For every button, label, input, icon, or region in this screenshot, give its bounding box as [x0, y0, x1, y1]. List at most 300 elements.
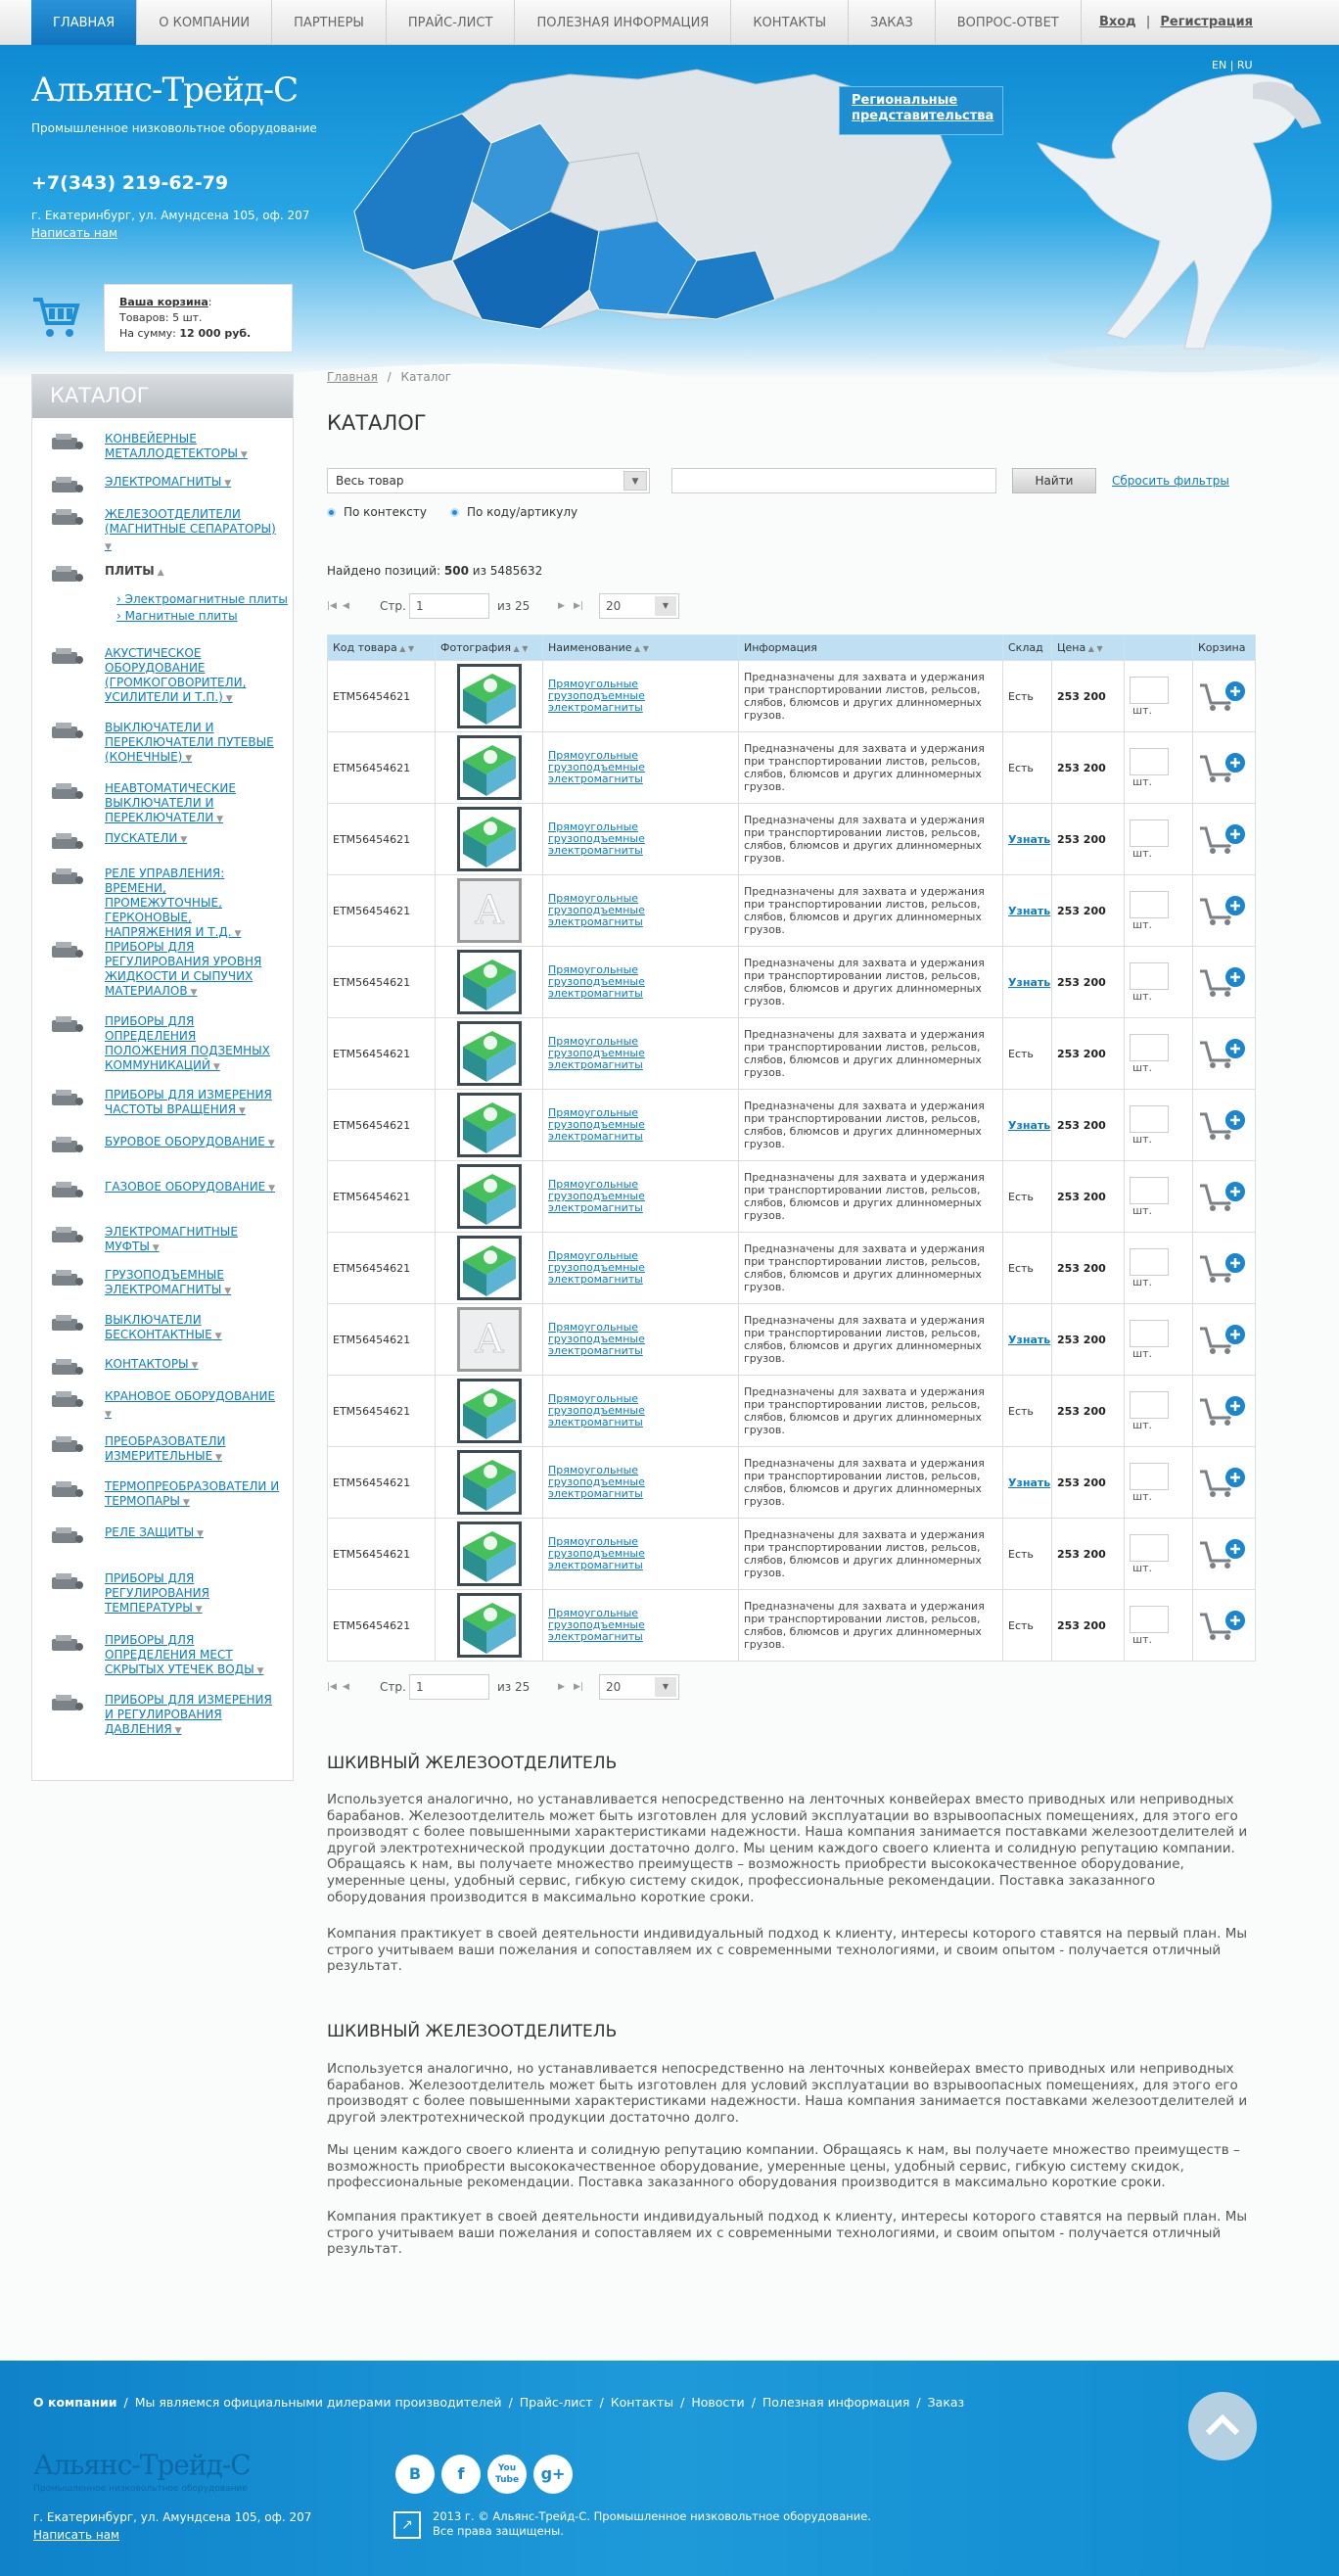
footer-logo[interactable]: Альянс-Трейд-С — [33, 2449, 251, 2481]
footer-nav-link[interactable]: Контакты — [610, 2395, 674, 2410]
first-page-icon[interactable]: |◀ — [327, 601, 337, 611]
chevron-down-icon[interactable]: ▼ — [209, 1062, 220, 1072]
subcategory-link[interactable] — [116, 592, 288, 606]
sidebar-item-text: ЭЛЕКТРОМАГНИТНЫЕ МУФТЫ — [105, 1225, 238, 1253]
cart-cell — [1193, 1090, 1256, 1161]
cart-cell — [1193, 1590, 1256, 1662]
chevron-down-icon[interactable]: ▼ — [149, 1243, 160, 1253]
per-page-select[interactable] — [599, 1674, 679, 1700]
quantity-cell — [1125, 1304, 1193, 1376]
find-button[interactable]: Найти — [1012, 468, 1096, 493]
subcategory-label: Магнитные плиты — [124, 609, 238, 623]
chevron-down-icon[interactable]: ▼ — [105, 1410, 112, 1420]
nav-item[interactable]: ГЛАВНАЯ — [31, 0, 137, 45]
unit-label: шт. — [1132, 1418, 1152, 1431]
sidebar-item-label[interactable] — [105, 781, 281, 827]
radio-code[interactable] — [450, 505, 577, 519]
footer-nav-link[interactable]: О компании — [33, 2395, 117, 2410]
column-header[interactable] — [543, 635, 739, 661]
product-name-link[interactable]: Прямоугольные грузоподъемные электромагниты — [548, 892, 645, 928]
footer-nav-link[interactable]: Заказ — [927, 2395, 965, 2410]
prev-page-icon[interactable]: ◀ — [343, 601, 349, 611]
chevron-up-icon[interactable]: ▲ — [154, 568, 164, 578]
cart-icon[interactable] — [31, 294, 80, 341]
product-photo[interactable] — [436, 1447, 543, 1519]
chevron-down-icon[interactable]: ▼ — [192, 1605, 203, 1615]
table-row — [328, 1161, 1256, 1233]
quantity-cell — [1125, 875, 1193, 947]
chevron-down-icon[interactable]: ▼ — [171, 1726, 182, 1736]
per-page-select[interactable] — [599, 593, 679, 619]
product-photo[interactable] — [436, 1376, 543, 1447]
chevron-down-icon[interactable]: ▼ — [231, 929, 242, 939]
footer-nav-link[interactable]: Мы являемся официальными дилерами производителей — [134, 2395, 502, 2410]
product-code: ETM56454621 — [328, 1447, 436, 1519]
quantity-input[interactable] — [1130, 1034, 1169, 1061]
vk-icon[interactable]: В — [395, 2455, 435, 2494]
sidebar-item-label[interactable] — [105, 1268, 281, 1299]
product-photo[interactable] — [436, 1519, 543, 1590]
site-logo[interactable]: Альянс-Трейд-С — [31, 70, 299, 110]
quantity-cell — [1125, 1233, 1193, 1304]
stock-inquire-link[interactable]: Узнать — [1008, 1333, 1051, 1346]
quantity-input[interactable] — [1130, 748, 1169, 775]
product-name-link[interactable]: Прямоугольные грузоподъемные электромагниты — [548, 1249, 645, 1286]
product-name-link[interactable]: Прямоугольные грузоподъемные электромагниты — [548, 749, 645, 785]
sidebar-item-label[interactable] — [105, 1693, 281, 1739]
chevron-down-icon[interactable]: ▼ — [221, 479, 232, 489]
cart-cell — [1193, 1018, 1256, 1090]
chevron-right-icon: › — [116, 609, 125, 623]
quantity-cell — [1125, 661, 1193, 732]
sidebar-item-label[interactable] — [105, 940, 281, 1001]
chevron-down-icon[interactable]: ▼ — [655, 1677, 676, 1697]
facebook-icon[interactable]: f — [441, 2455, 481, 2494]
chevron-down-icon[interactable]: ▼ — [187, 988, 198, 998]
product-image[interactable] — [440, 1021, 537, 1086]
cart-cell — [1193, 1519, 1256, 1590]
product-name-cell — [543, 1590, 739, 1662]
unit-label: шт. — [1132, 989, 1152, 1003]
column-header[interactable] — [436, 635, 543, 661]
sort-icon[interactable]: ▲ ▼ — [396, 644, 415, 653]
section-paragraph: Мы ценим каждого своего клиента и солидную репутацию компании. Обращаясь к нам, вы получаете множество преимуществ – возможность приобрести высококачественное оборудование, умеренные цены, удобный сервис, гибкую систему скидок, профессиональные рекомендации. Поставка заказанного оборудования производится в максимально короткие сроки. — [327, 2142, 1240, 2191]
lang-ru[interactable]: RU — [1236, 59, 1253, 71]
column-header[interactable] — [1003, 635, 1052, 661]
page-of: из 25 — [497, 1680, 531, 1694]
found-total: из 5485632 — [472, 564, 543, 578]
table-row — [328, 1090, 1256, 1161]
cart-cell — [1193, 1447, 1256, 1519]
quantity-cell — [1125, 1519, 1193, 1590]
product-image[interactable] — [440, 950, 537, 1014]
table-row — [328, 875, 1256, 947]
add-to-cart-icon[interactable] — [1198, 989, 1247, 1002]
stock-inquire-link[interactable]: Узнать — [1008, 832, 1051, 846]
cart-cell — [1193, 732, 1256, 804]
price: 253 200 — [1052, 1590, 1125, 1662]
product-info: Предназначены для захвата и удержания при транспортировании листов, рельсов, слябов, блюмсов и других длинномерных грузов. — [739, 1018, 1003, 1090]
add-to-cart-icon[interactable] — [1198, 774, 1247, 787]
product-photo[interactable] — [436, 1090, 543, 1161]
footer-nav-separator: / — [599, 2395, 604, 2410]
lang-separator: | — [1229, 59, 1234, 71]
product-name-link[interactable]: Прямоугольные грузоподъемные электромагниты — [548, 1535, 645, 1571]
product-name-cell — [543, 804, 739, 875]
sidebar-item-text: ЖЕЛЕЗООТДЕЛИТЕЛИ (МАГНИТНЫЕ СЕПАРАТОРЫ) — [105, 507, 276, 536]
nav-item[interactable]: ПАРТНЕРЫ — [272, 0, 387, 45]
page-input[interactable]: 1 — [409, 593, 489, 619]
product-info: Предназначены для захвата и удержания при транспортировании листов, рельсов, слябов, блюмсов и других длинномерных грузов. — [739, 1590, 1003, 1662]
sidebar-item-label[interactable] — [105, 507, 281, 555]
nav-item[interactable]: ВОПРОС-ОТВЕТ — [936, 0, 1082, 45]
sidebar-item-label[interactable] — [105, 721, 281, 767]
quantity-input[interactable] — [1130, 1320, 1169, 1347]
price: 253 200 — [1052, 1304, 1125, 1376]
column-header[interactable] — [1125, 635, 1193, 661]
unit-label: шт. — [1132, 1275, 1152, 1288]
sidebar-item-label[interactable] — [105, 475, 281, 492]
product-name-link[interactable]: Прямоугольные грузоподъемные электромагниты — [548, 1178, 645, 1214]
chevron-down-icon[interactable]: ▼ — [194, 1529, 204, 1539]
next-page-icon[interactable]: ▶ — [558, 1682, 565, 1692]
product-code: ETM56454621 — [328, 804, 436, 875]
product-photo[interactable] — [436, 732, 543, 804]
price: 253 200 — [1052, 661, 1125, 732]
product-code: ETM56454621 — [328, 875, 436, 947]
sidebar-item-label[interactable] — [105, 1313, 281, 1344]
product-photo[interactable] — [436, 1233, 543, 1304]
phone-number: +7(343) 219-62-79 — [31, 172, 229, 194]
locator-icon — [50, 1014, 85, 1036]
product-name-link[interactable]: Прямоугольные грузоподъемные электромагниты — [548, 1106, 645, 1143]
lang-en[interactable]: EN — [1212, 59, 1227, 71]
cart-cell — [1193, 804, 1256, 875]
stock-cell — [1003, 732, 1052, 804]
chevron-down-icon[interactable]: ▼ — [254, 1666, 264, 1676]
product-image[interactable] — [440, 1379, 537, 1443]
sidebar-item-label[interactable] — [105, 564, 281, 581]
search-input[interactable] — [671, 468, 996, 493]
nav-items — [31, 0, 1082, 45]
stock-cell — [1003, 875, 1052, 947]
chevron-down-icon[interactable]: ▼ — [213, 815, 224, 824]
footer-nav-link[interactable]: Полезная информация — [762, 2395, 910, 2410]
chevron-up-icon[interactable] — [1188, 2392, 1257, 2460]
nav-item[interactable]: О КОМПАНИИ — [137, 0, 272, 45]
product-photo[interactable] — [436, 1304, 543, 1376]
add-to-cart-icon[interactable] — [1198, 1561, 1247, 1573]
quantity-input[interactable] — [1130, 1105, 1169, 1133]
product-image[interactable] — [440, 1164, 537, 1229]
product-name-cell — [543, 1447, 739, 1519]
product-name-link[interactable]: Прямоугольные грузоподъемные электромагниты — [548, 1392, 645, 1429]
cart-cell — [1193, 1304, 1256, 1376]
radio-context[interactable] — [327, 505, 427, 519]
last-page-icon[interactable]: ▶| — [574, 1682, 583, 1692]
unit-label: шт. — [1132, 1489, 1152, 1503]
column-header-label: Склад — [1008, 641, 1043, 654]
product-photo[interactable] — [436, 1161, 543, 1233]
product-photo[interactable] — [436, 804, 543, 875]
price: 253 200 — [1052, 1161, 1125, 1233]
cart-cell — [1193, 661, 1256, 732]
sidebar-item-label[interactable] — [105, 1525, 281, 1542]
stock-cell — [1003, 804, 1052, 875]
sidebar-item-label[interactable] — [105, 1633, 281, 1679]
stock-cell — [1003, 1519, 1052, 1590]
chevron-down-icon[interactable]: ▼ — [655, 596, 676, 616]
scope-select[interactable] — [327, 468, 650, 493]
quantity-input[interactable] — [1130, 1177, 1169, 1204]
product-name-link[interactable]: Прямоугольные грузоподъемные электромагниты — [548, 1321, 645, 1357]
column-header[interactable] — [739, 635, 1003, 661]
add-to-cart-icon[interactable] — [1198, 1275, 1247, 1288]
quantity-input[interactable] — [1130, 677, 1169, 704]
nav-item[interactable]: ПРАЙС-ЛИСТ — [387, 0, 516, 45]
login-link[interactable]: Вход — [1098, 15, 1136, 29]
product-name-link[interactable]: Прямоугольные грузоподъемные электромагниты — [548, 1035, 645, 1071]
product-name-cell — [543, 732, 739, 804]
add-to-cart-icon[interactable] — [1198, 1489, 1247, 1502]
product-image[interactable] — [440, 1593, 537, 1658]
add-to-cart-icon[interactable] — [1198, 1060, 1247, 1073]
product-photo[interactable] — [436, 661, 543, 732]
stock-status: Есть — [1008, 761, 1034, 774]
quantity-cell — [1125, 804, 1193, 875]
stock-cell — [1003, 1018, 1052, 1090]
chevron-down-icon[interactable]: ▼ — [236, 1106, 246, 1116]
cart-summary[interactable]: Ваша корзина: Товаров: 5 шт. На сумму: 12 000 руб. — [104, 284, 293, 352]
chevron-down-icon[interactable]: ▼ — [105, 542, 112, 552]
sidebar-item-label[interactable] — [105, 1357, 281, 1374]
chevron-down-icon[interactable]: ▼ — [211, 1332, 222, 1341]
radio-code-label: По коду/артикулу — [467, 505, 578, 519]
footer-address: г. Екатеринбург, ул. Амундсена 105, оф. 207 — [33, 2510, 312, 2524]
sidebar-item-label[interactable] — [105, 1225, 281, 1256]
add-to-cart-icon[interactable] — [1198, 1203, 1247, 1216]
stock-cell — [1003, 1161, 1052, 1233]
top-navigation — [0, 0, 1339, 45]
product-name-link[interactable]: Прямоугольные грузоподъемные электромагниты — [548, 963, 645, 1000]
page-of: из 25 — [497, 599, 531, 613]
product-name-link[interactable]: Прямоугольные грузоподъемные электромагниты — [548, 820, 645, 857]
sidebar-item-label[interactable] — [105, 646, 281, 707]
sidebar-item-label[interactable] — [105, 866, 281, 942]
footer-nav-separator: / — [123, 2395, 128, 2410]
placeholder-image[interactable] — [440, 1307, 537, 1372]
sort-icon[interactable]: ▲ ▼ — [1085, 644, 1103, 653]
column-header[interactable] — [1193, 635, 1256, 661]
product-name-cell — [543, 1376, 739, 1447]
add-to-cart-icon[interactable] — [1198, 1346, 1247, 1359]
product-image[interactable] — [440, 1093, 537, 1157]
product-image[interactable] — [440, 664, 537, 728]
product-info: Предназначены для захвата и удержания при транспортировании листов, рельсов, слябов, блюмсов и других длинномерных грузов. — [739, 1447, 1003, 1519]
quantity-cell — [1125, 1447, 1193, 1519]
quantity-cell — [1125, 1090, 1193, 1161]
unit-label: шт. — [1132, 1132, 1152, 1146]
last-page-icon[interactable]: ▶| — [574, 601, 583, 611]
chevron-down-icon[interactable]: ▼ — [623, 471, 647, 491]
subcategory-link[interactable] — [116, 609, 238, 623]
price: 253 200 — [1052, 1519, 1125, 1590]
radio-icon[interactable] — [450, 508, 459, 517]
radio-icon[interactable] — [327, 508, 336, 517]
column-header-label: Информация — [744, 641, 817, 654]
product-image[interactable] — [440, 735, 537, 800]
add-to-cart-icon[interactable] — [1198, 846, 1247, 859]
product-name-cell — [543, 875, 739, 947]
sidebar-item-text: БУРОВОЕ ОБОРУДОВАНИЕ — [105, 1135, 265, 1148]
unit-label: шт. — [1132, 1346, 1152, 1360]
scroll-top-button[interactable] — [1188, 2392, 1257, 2460]
product-name-link[interactable]: Прямоугольные грузоподъемные электромагниты — [548, 1464, 645, 1500]
next-page-icon[interactable]: ▶ — [558, 601, 565, 611]
product-code: ETM56454621 — [328, 1161, 436, 1233]
product-photo[interactable] — [436, 1018, 543, 1090]
add-to-cart-icon[interactable] — [1198, 917, 1247, 930]
protection-relay-icon — [50, 1525, 85, 1547]
sidebar-item-label[interactable] — [105, 1389, 281, 1423]
chevron-down-icon[interactable]: ▼ — [182, 754, 193, 764]
stock-inquire-link[interactable]: Узнать — [1008, 1475, 1051, 1489]
product-image[interactable] — [440, 1450, 537, 1515]
stock-inquire-link[interactable]: Узнать — [1008, 975, 1051, 989]
product-image[interactable] — [440, 807, 537, 871]
chevron-down-icon[interactable]: ▼ — [265, 1184, 276, 1194]
quantity-input[interactable] — [1130, 962, 1169, 990]
prev-page-icon[interactable]: ◀ — [343, 1682, 349, 1692]
footer-nav-separator: / — [680, 2395, 685, 2410]
sidebar-item-label[interactable] — [105, 1135, 281, 1151]
quantity-input[interactable] — [1130, 891, 1169, 918]
price: 253 200 — [1052, 1090, 1125, 1161]
chevron-down-icon[interactable]: ▼ — [264, 1139, 275, 1148]
add-to-cart-icon[interactable] — [1198, 1632, 1247, 1645]
product-code: ETM56454621 — [328, 661, 436, 732]
sidebar-item-label[interactable] — [105, 1014, 281, 1075]
product-image[interactable] — [440, 1522, 537, 1586]
table-body — [328, 661, 1256, 1662]
placeholder-image[interactable] — [440, 878, 537, 943]
breadcrumb-home[interactable]: Главная — [327, 370, 378, 384]
product-name-link[interactable]: Прямоугольные грузоподъемные электромагниты — [548, 1607, 645, 1643]
price: 253 200 — [1052, 732, 1125, 804]
quantity-input[interactable] — [1130, 1463, 1169, 1490]
footer-nav-link[interactable]: Прайс-лист — [519, 2395, 593, 2410]
add-to-cart-icon[interactable] — [1198, 1132, 1247, 1145]
product-name-cell — [543, 1519, 739, 1590]
quantity-cell — [1125, 1018, 1193, 1090]
chevron-down-icon[interactable]: ▼ — [188, 1361, 199, 1371]
chevron-down-icon[interactable]: ▼ — [180, 1498, 190, 1508]
stock-cell — [1003, 1090, 1052, 1161]
youtube-icon[interactable]: You Tube — [487, 2455, 527, 2494]
write-us-link[interactable]: Написать нам — [31, 226, 118, 240]
sort-icon[interactable]: ▲ ▼ — [631, 644, 649, 653]
column-header[interactable] — [328, 635, 436, 661]
product-info: Предназначены для захвата и удержания при транспортировании листов, рельсов, слябов, блюмсов и других длинномерных грузов. — [739, 1376, 1003, 1447]
chevron-down-icon[interactable]: ▼ — [177, 835, 188, 845]
nav-item[interactable]: КОНТАКТЫ — [731, 0, 849, 45]
product-photo[interactable] — [436, 947, 543, 1018]
stock-inquire-link[interactable]: Узнать — [1008, 1118, 1051, 1132]
add-to-cart-icon[interactable] — [1198, 703, 1247, 716]
product-name-link[interactable]: Прямоугольные грузоподъемные электромагниты — [548, 678, 645, 714]
thermostat-icon — [50, 1571, 85, 1593]
chevron-down-icon[interactable]: ▼ — [212, 1453, 222, 1463]
auth-separator: | — [1145, 15, 1151, 29]
stock-cell — [1003, 1590, 1052, 1662]
first-page-icon[interactable]: |◀ — [327, 1682, 337, 1692]
chevron-down-icon[interactable]: ▼ — [221, 1287, 232, 1296]
logo-subtitle: Промышленное низковольтное оборудование — [31, 121, 317, 135]
add-to-cart-icon[interactable] — [1198, 1418, 1247, 1430]
sidebar-item-label[interactable] — [105, 1088, 281, 1119]
sidebar-item-label[interactable] — [105, 432, 281, 463]
leak-detector-icon — [50, 1633, 85, 1655]
product-info: Предназначены для захвата и удержания при транспортировании листов, рельсов, слябов, блюмсов и других длинномерных грузов. — [739, 1090, 1003, 1161]
nav-item[interactable]: ПОЛЕЗНАЯ ИНФОРМАЦИЯ — [515, 0, 731, 45]
product-image[interactable] — [440, 1236, 537, 1300]
page-input[interactable]: 1 — [409, 1674, 489, 1700]
quantity-input[interactable] — [1130, 1391, 1169, 1419]
chevron-down-icon[interactable]: ▼ — [237, 450, 248, 460]
unit-label: шт. — [1132, 917, 1152, 931]
quantity-cell — [1125, 947, 1193, 1018]
quantity-input[interactable] — [1130, 1606, 1169, 1633]
google-plus-icon[interactable]: g+ — [533, 2455, 573, 2494]
cart-cell — [1193, 947, 1256, 1018]
sidebar-item-label[interactable] — [105, 1479, 281, 1511]
register-link[interactable]: Регистрация — [1160, 15, 1253, 29]
column-header[interactable] — [1052, 635, 1125, 661]
reset-filters-link[interactable]: Сбросить фильтры — [1112, 474, 1229, 488]
converter-icon — [50, 1434, 85, 1456]
sidebar-item-text: ПРИБОРЫ ДЛЯ РЕГУЛИРОВАНИЯ ТЕМПЕРАТУРЫ — [105, 1571, 209, 1615]
footer-nav-link[interactable]: Новости — [691, 2395, 745, 2410]
sidebar-item-label[interactable] — [105, 831, 281, 848]
footer-logo-subtitle: Промышленное низковольтное оборудование — [33, 2484, 248, 2494]
sidebar-item-text: ПРИБОРЫ ДЛЯ ИЗМЕРЕНИЯ ЧАСТОТЫ ВРАЩЕНИЯ — [105, 1088, 272, 1116]
nav-item[interactable]: ЗАКАЗ — [849, 0, 936, 45]
quantity-input[interactable] — [1130, 820, 1169, 847]
column-header-label: Код товара — [333, 641, 397, 654]
developer-icon[interactable]: ↗ — [393, 2511, 421, 2539]
sidebar-item-label[interactable] — [105, 1571, 281, 1617]
regional-offices-button[interactable]: Региональные представительства — [839, 86, 1003, 135]
footer-write-us-link[interactable]: Написать нам — [33, 2528, 120, 2542]
quantity-input[interactable] — [1130, 1534, 1169, 1562]
gas-icon — [50, 1180, 85, 1201]
stock-inquire-link[interactable]: Узнать — [1008, 904, 1051, 917]
thermocouple-icon — [50, 1479, 85, 1501]
table-row — [328, 661, 1256, 732]
found-number: 500 — [443, 564, 469, 578]
cart-title[interactable]: Ваша корзина — [119, 296, 208, 308]
sidebar-item-label[interactable] — [105, 1180, 281, 1196]
sidebar-item-label[interactable] — [105, 1434, 281, 1466]
footer-nav — [33, 2395, 964, 2410]
quantity-input[interactable] — [1130, 1248, 1169, 1276]
product-code: ETM56454621 — [328, 1018, 436, 1090]
sort-icon[interactable]: ▲ ▼ — [511, 644, 529, 653]
product-photo[interactable] — [436, 1590, 543, 1662]
sidebar-item-text: ЭЛЕКТРОМАГНИТЫ — [105, 475, 222, 489]
chevron-down-icon[interactable]: ▼ — [222, 694, 233, 704]
product-photo[interactable] — [436, 875, 543, 947]
